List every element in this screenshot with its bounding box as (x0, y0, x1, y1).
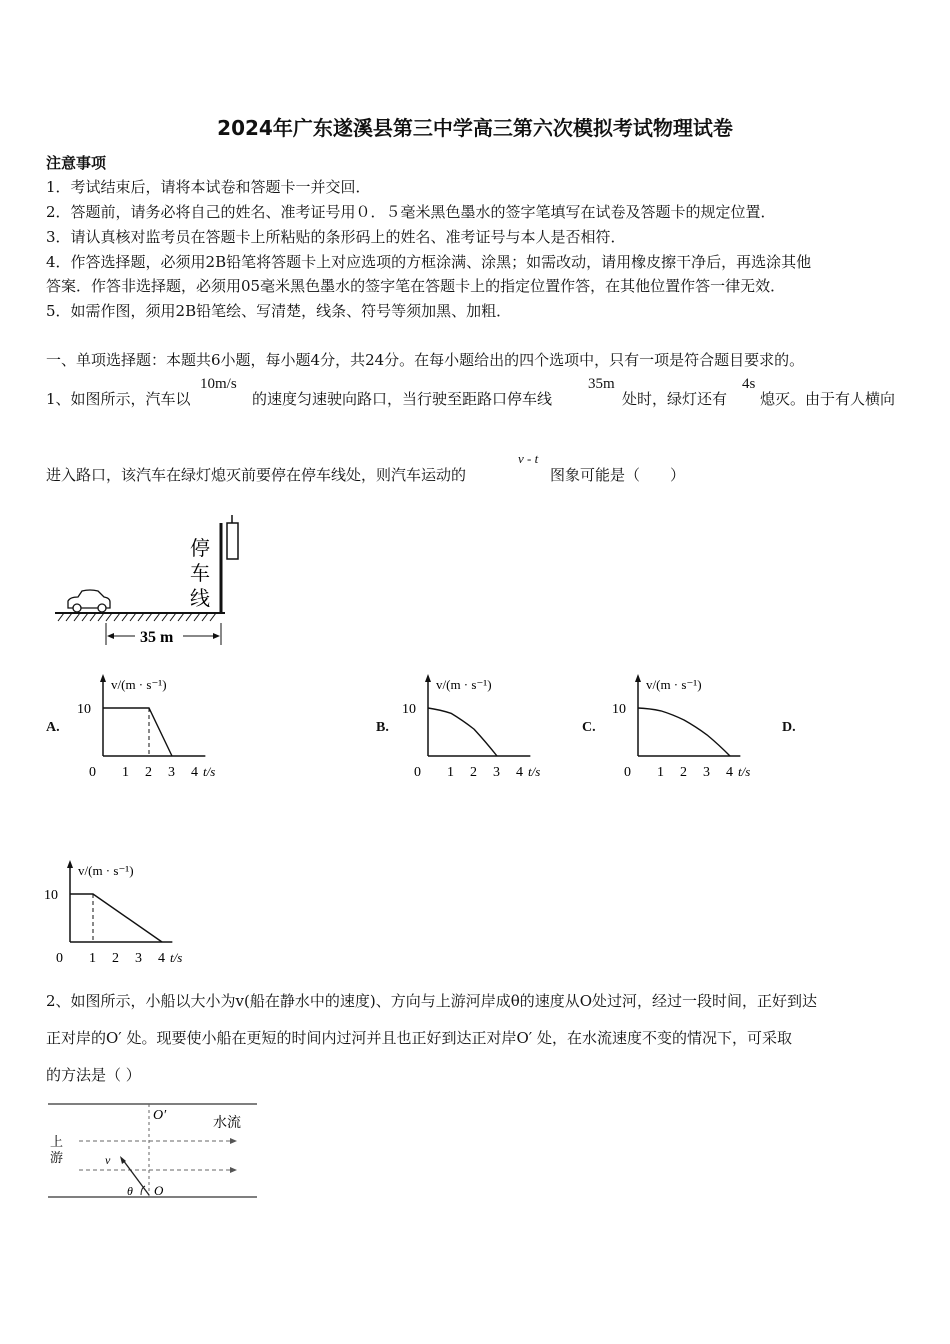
x-axis-label: t/s (738, 764, 751, 779)
x-axis-label: t/s (528, 764, 541, 779)
x-tick-label: 1 (447, 765, 454, 780)
option-c-graph (610, 672, 770, 784)
y-axis-label: v/(m · s⁻¹) (111, 677, 167, 692)
vt-curve (428, 708, 497, 756)
vt-curve (70, 894, 162, 942)
x-tick-label: 4 (726, 765, 733, 780)
x-tick-label: 0 (414, 765, 421, 780)
y-tick-label: 10 (44, 888, 58, 903)
y-axis-arrow (425, 674, 431, 682)
option-c-label: C. (582, 720, 596, 735)
x-tick-label: 3 (135, 951, 142, 966)
y-axis-arrow (635, 674, 641, 682)
notice-item: 2．答题前，请务必将自己的姓名、准考证号用０．５毫米黑色墨水的签字笔填写在试卷及答题卡的规定位置． (46, 203, 776, 221)
car-stopline-figure (50, 505, 250, 650)
x-tick-label: 4 (516, 765, 523, 780)
q2-text: 正对岸的O′ 处。现要使小船在更短的时间内过河并且也正好到达正对岸O′ 处，在水流速度不变的情况下，可采取 (46, 1029, 792, 1047)
option-b-label: B. (376, 720, 389, 735)
x-tick-label: 0 (56, 951, 63, 966)
y-axis-arrow (67, 860, 73, 868)
x-tick-label: 2 (680, 765, 687, 780)
notice-item: 答案．作答非选择题，必须用05毫米黑色墨水的签字笔在答题卡上的指定位置作答，在其他位置作答一律无效． (46, 277, 786, 295)
notice-item: 1．考试结束后，请将本试卷和答题卡一并交回． (46, 178, 371, 196)
x-tick-label: 3 (493, 765, 500, 780)
river-figure (45, 1098, 260, 1203)
distance-label: 35 m (140, 629, 174, 646)
y-axis-label: v/(m · s⁻¹) (78, 863, 134, 878)
x-tick-label: 0 (624, 765, 631, 780)
x-axis-label: t/s (170, 950, 183, 965)
q1-speed: 10m/s (200, 376, 237, 392)
q1-text: 进入路口，该汽车在绿灯熄灭前要停在停车线处，则汽车运动的 (46, 466, 467, 484)
y-tick-label: 10 (402, 702, 416, 717)
theta-label: θ (127, 1184, 133, 1198)
upstream-label-2: 游 (50, 1150, 64, 1165)
x-tick-label: 4 (191, 765, 198, 780)
notice-item: 4．作答选择题，必须用2B铅笔将答题卡上对应选项的方框涂满、涂黑；如需改动，请用橡皮擦干净后，再选涂其他 (46, 253, 812, 271)
stop-line-label-1: 停 (190, 538, 210, 560)
y-axis-label: v/(m · s⁻¹) (436, 677, 492, 692)
x-tick-label: 3 (703, 765, 710, 780)
x-tick-label: 2 (470, 765, 477, 780)
x-tick-label: 4 (158, 951, 165, 966)
upstream-label-1: 上 (50, 1134, 64, 1149)
v-label: v (105, 1153, 111, 1167)
q1-text: 熄灭。由于有人横向 (760, 390, 896, 408)
vt-curve (638, 708, 730, 756)
x-tick-label: 2 (145, 765, 152, 780)
y-axis-arrow (100, 674, 106, 682)
x-tick-label: 1 (657, 765, 664, 780)
q2-text: 2、如图所示，小船以大小为v(船在静水中的速度)、方向与上游河岸成θ的速度从O处过河，经过一段时间，正好到达 (46, 992, 818, 1010)
option-d-label: D. (782, 720, 796, 735)
x-tick-label: 1 (89, 951, 96, 966)
q1-time: 4s (742, 376, 756, 392)
x-tick-label: 0 (89, 765, 96, 780)
vt-curve (103, 708, 172, 756)
y-axis-label: v/(m · s⁻¹) (646, 677, 702, 692)
stop-line-label-2: 车 (190, 563, 210, 585)
stop-line-label-3: 线 (190, 588, 210, 610)
o-prime-label: O′ (153, 1108, 167, 1123)
option-d-graph (42, 858, 202, 970)
traffic-light-icon (227, 523, 238, 559)
option-a-label: A. (46, 720, 60, 735)
x-axis-label: t/s (203, 764, 216, 779)
y-tick-label: 10 (77, 702, 91, 717)
o-label: O (154, 1183, 164, 1198)
y-tick-label: 10 (612, 702, 626, 717)
flow-label: 水流 (213, 1116, 241, 1131)
notice-item: 5．如需作图，须用2B铅笔绘、写清楚，线条、符号等须加黑、加粗． (46, 302, 512, 320)
notice-item: 3．请认真核对监考员在答题卡上所粘贴的条形码上的姓名、准考证号与本人是否相符． (46, 228, 626, 246)
notice-heading: 注意事项 (46, 154, 107, 172)
q1-text: 处时，绿灯还有 (622, 390, 728, 408)
option-a-graph (75, 672, 235, 784)
x-tick-label: 1 (122, 765, 129, 780)
q1-text: 图象可能是（ ） (550, 466, 686, 484)
x-tick-label: 2 (112, 951, 119, 966)
car-icon (68, 590, 110, 612)
section-heading: 一、单项选择题：本题共6小题，每小题4分，共24分。在每小题给出的四个选项中，只有一项是符合题目要求的。 (46, 351, 805, 369)
x-tick-label: 3 (168, 765, 175, 780)
page-title: 2024年广东遂溪县第三中学高三第六次模拟考试物理试卷 (217, 116, 733, 140)
q2-text: 的方法是（ ） (46, 1066, 141, 1084)
option-b-graph (400, 672, 560, 784)
q1-vt: v - t (518, 451, 539, 466)
q1-text: 1、如图所示，汽车以 (46, 390, 191, 408)
q1-distance: 35m (588, 376, 615, 392)
q1-text: 的速度匀速驶向路口，当行驶至距路口停车线 (252, 390, 553, 408)
